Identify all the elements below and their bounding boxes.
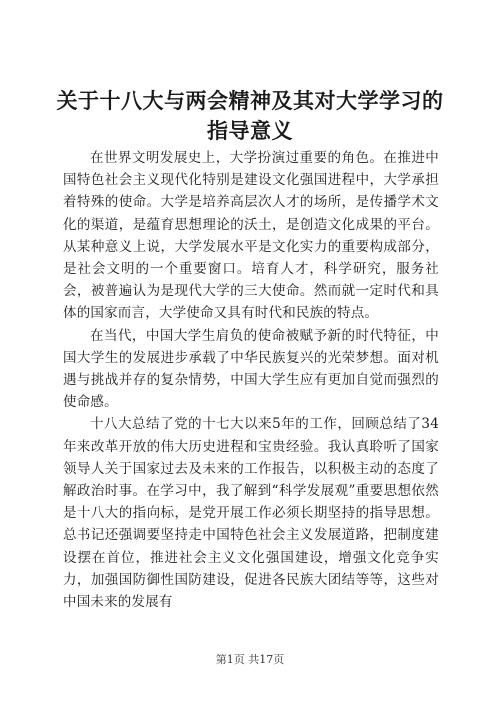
- body-paragraph: 十八大总结了党的十七大以来5年的工作，回顾总结了34年来改革开放的伟大历史进程和宝贵经验。我认真聆听了国家领导人关于国家过去及未来的工作报告，以积极主动的态度了解政治时事。在学习中，我了解到“科学发展观”重要思想依然是十八大的指向标，是党开展工作必须长期坚持的指导思想。总书记还强调要坚持走中国特色社会主义发展道路，把制度建设摆在首位，推进社会主义文化强国建设，增强文化竞争实力，加强国防御性国防建设，促进各民族大团结等等，这些对中国未来的发展有: [63, 416, 439, 611]
- body-paragraph: 在当代，中国大学生肩负的使命被赋予新的时代特征，中国大学生的发展进步承载了中华民族复兴的光荣梦想。面对机遇与挑战并存的复杂情势，中国大学生应有更加自觉而强烈的使命感。: [63, 327, 439, 411]
- document-title: 关于十八大与两会精神及其对大学学习的指导意义: [56, 88, 444, 143]
- document-body: [63, 147, 439, 613]
- page-footer: 第1页 共17页: [215, 653, 285, 666]
- body-paragraph: 在世界文明发展史上，大学扮演过重要的角色。在推进中国特色社会主义现代化特别是建设文化强国进程中，大学承担着特殊的使命。大学是培养高层次人才的场所，是传播学术文化的渠道，是蕴育思想理论的沃土，是创造文化成果的平台。从某种意义上说，大学发展水平是文化实力的重要构成部分，是社会文明的一个重要窗口。培育人才，科学研究，服务社会，被普遍认为是现代大学的三大使命。然而就一定时代和具体的国家而言，大学使命又具有时代和民族的特点。: [63, 150, 439, 322]
